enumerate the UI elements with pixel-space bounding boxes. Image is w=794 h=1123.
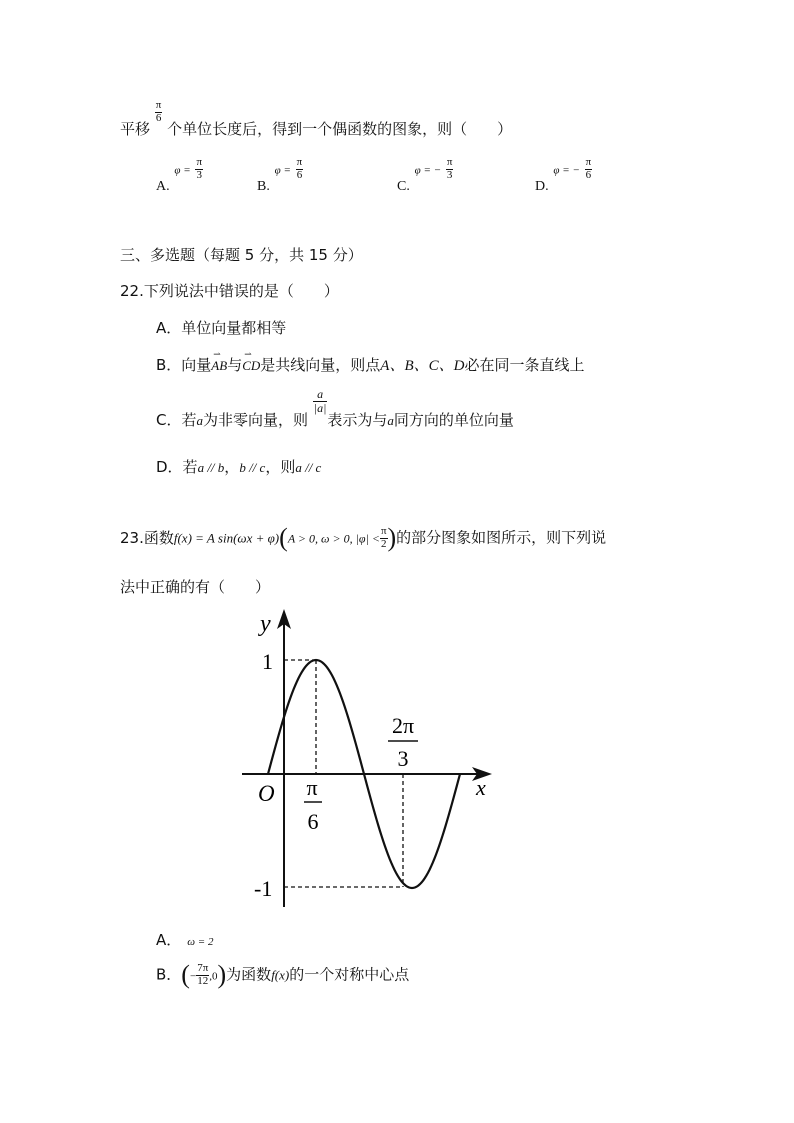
q23-b-zero: ,0 <box>209 970 218 983</box>
option-label: B. <box>257 178 270 194</box>
option-fraction <box>195 157 203 181</box>
q23-a-label: A． <box>156 931 182 949</box>
q23-b-suffix1: 为函数 <box>226 965 272 984</box>
q22-stem: 22.下列说法中错误的是（ ） <box>120 282 339 300</box>
section-title: 三、多选题（每题 5 分，共 15 分） <box>120 246 363 264</box>
q22-d-then: ，则 <box>265 458 296 476</box>
x-axis-label: x <box>476 775 486 800</box>
q23-b-label: B． <box>156 965 182 984</box>
option-num: π <box>296 156 303 168</box>
option-lhs: φ = − <box>553 164 580 177</box>
unit-vector-den: |a| <box>313 400 327 415</box>
q23-b-num: 7π <box>197 961 209 974</box>
vector-ab <box>211 349 228 374</box>
q23-func: f(x) = A sin(ωx + φ) <box>173 530 280 546</box>
q22-d-expr3: a // c <box>295 460 322 475</box>
q23-stem <box>120 525 606 565</box>
option-fraction <box>585 157 593 181</box>
x-peak-den: 6 <box>307 809 319 834</box>
sine-graph <box>230 605 510 920</box>
left-paren: ( <box>181 960 190 989</box>
option-lhs: φ = − <box>414 164 442 177</box>
q22-option-d <box>156 456 321 477</box>
q22-b-prefix: B．向量 <box>156 356 212 374</box>
vector-ab-label: AB <box>211 358 228 373</box>
q23-option-a <box>156 929 213 950</box>
option-lhs: φ = <box>174 164 191 177</box>
q22-c-a: a <box>196 412 203 428</box>
option-label: C. <box>397 178 410 194</box>
option-den: 3 <box>196 168 202 181</box>
vector-cd-label: CD <box>242 358 261 373</box>
shift-den: 6 <box>155 111 162 124</box>
shift-num: π <box>155 99 162 111</box>
unit-vector-fraction <box>313 388 328 414</box>
q23-cond-num: π <box>380 524 387 537</box>
y-axis-label: y <box>260 611 271 637</box>
q23-b-suffix2: 的一个对称中心点 <box>289 965 410 984</box>
prev-option-d <box>535 156 592 194</box>
q23-a-expr: ω = 2 <box>187 936 214 948</box>
prev-line-prefix: 平移 <box>120 119 151 138</box>
q22-d-expr1: a // b <box>197 460 225 475</box>
option-den: 3 <box>446 168 453 181</box>
q22-c-suffix: 同方向的单位向量 <box>393 410 514 429</box>
q22-option-b <box>156 349 585 375</box>
origin-label: O <box>258 781 275 806</box>
q23-cond: A > 0, ω > 0, |φ| < <box>287 531 380 546</box>
q23-option-b <box>156 962 409 1002</box>
unit-vector-num: a <box>317 387 324 401</box>
right-paren: ) <box>387 523 397 552</box>
q22-b-points: A、B、C、D <box>380 358 465 374</box>
q22-b-mid: 与 <box>227 356 243 374</box>
option-label: D. <box>535 178 549 194</box>
y-max-label: 1 <box>262 649 273 674</box>
q22-c-a2: a <box>387 412 394 428</box>
q22-option-a: A．单位向量都相等 <box>156 319 287 337</box>
option-den: 6 <box>585 168 592 181</box>
q23-stem-suffix: 的部分图象如图所示，则下列说 <box>396 528 607 547</box>
q23-cond-den: 2 <box>380 537 387 550</box>
q22-d-prefix: D．若 <box>156 458 198 476</box>
prev-line-suffix: 个单位长度后，得到一个偶函数的图象，则（ ） <box>167 119 513 138</box>
option-label: A. <box>156 178 170 194</box>
left-paren: ( <box>279 523 288 552</box>
option-num: π <box>585 156 592 168</box>
option-lhs: φ = <box>274 164 291 177</box>
vector-arrow-icon: ⇀ <box>213 349 221 359</box>
q23-b-den: 12 <box>197 974 209 987</box>
prev-option-a <box>156 156 203 194</box>
q23-b-fraction <box>196 963 209 987</box>
q22-option-c <box>156 388 514 438</box>
vector-cd <box>242 349 261 374</box>
q22-d-sep: ， <box>224 458 240 476</box>
q22-c-mid: 为非零向量，则 <box>202 410 308 429</box>
prev-question-line <box>120 100 512 140</box>
prev-option-b <box>257 156 303 194</box>
shift-fraction <box>155 100 163 124</box>
q23-stem-prefix: 23.函数 <box>120 528 174 547</box>
option-fraction <box>446 157 454 181</box>
q23-stem-line2: 法中正确的有（ ） <box>120 578 271 596</box>
q22-d-expr2: b // c <box>239 460 266 475</box>
q22-b-suffix2: 必在同一条直线上 <box>464 356 585 374</box>
q22-b-suffix1: 是共线向量，则点 <box>260 356 381 374</box>
q23-b-fx: f(x) <box>271 967 290 983</box>
q22-c-mid2: 表示为与 <box>327 410 388 429</box>
option-den: 6 <box>296 168 303 181</box>
x-trough-den: 3 <box>397 746 409 771</box>
option-fraction <box>296 157 304 181</box>
option-num: π <box>446 156 453 168</box>
x-peak-num: π <box>306 775 318 800</box>
vector-arrow-icon: ⇀ <box>244 349 252 359</box>
right-paren: ) <box>217 960 227 989</box>
q23-b-minus: − <box>189 970 197 983</box>
x-trough-num: 2π <box>391 713 415 738</box>
y-min-label: -1 <box>254 876 273 901</box>
q23-cond-fraction <box>380 526 388 550</box>
prev-option-c <box>397 156 453 194</box>
q22-c-prefix: C．若 <box>156 410 197 429</box>
option-num: π <box>196 156 203 168</box>
